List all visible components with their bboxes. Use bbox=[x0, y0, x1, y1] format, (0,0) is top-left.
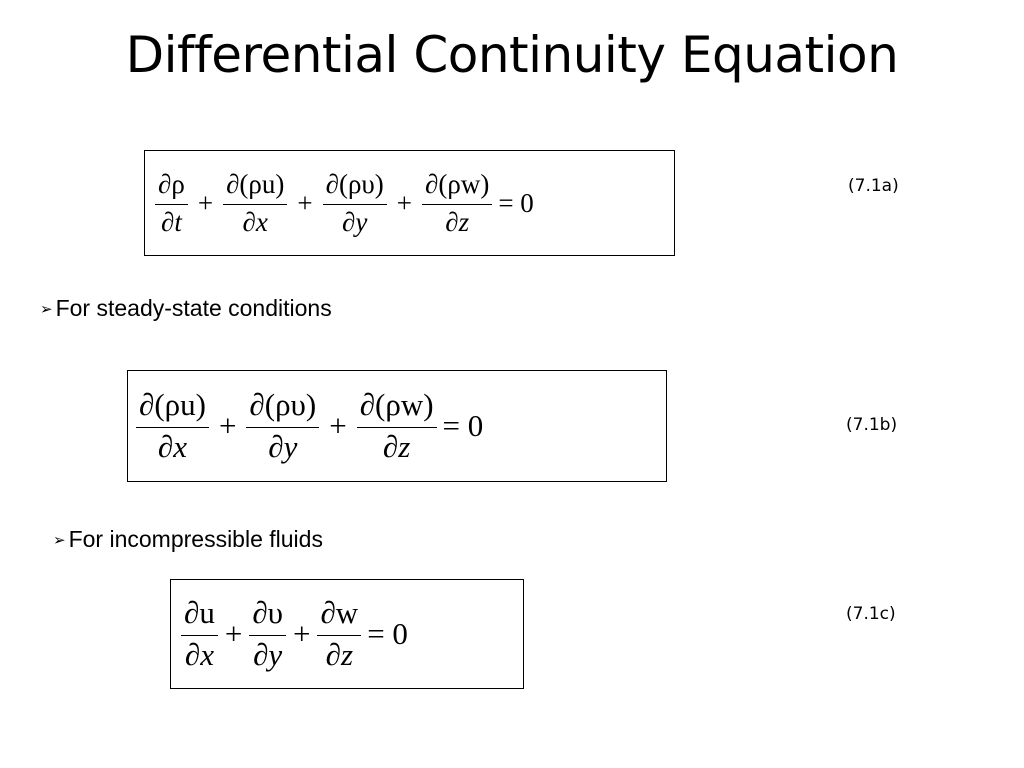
fraction-denominator: ∂z bbox=[325, 636, 354, 672]
fraction-bar bbox=[155, 204, 188, 205]
plus-operator: + bbox=[329, 408, 347, 443]
fraction-numerator: ∂(ρw) bbox=[359, 386, 434, 422]
equals-zero: = 0 bbox=[367, 616, 408, 651]
fraction-term bbox=[323, 170, 387, 236]
plus-operator: + bbox=[218, 408, 237, 443]
equation-7-1a bbox=[155, 170, 544, 236]
equals-zero: = 0 bbox=[498, 187, 534, 218]
fraction-bar bbox=[249, 635, 286, 636]
fraction-bar bbox=[136, 427, 209, 428]
fraction-numerator: ∂w bbox=[320, 594, 359, 630]
fraction-denominator: ∂z bbox=[445, 206, 470, 237]
fraction-term bbox=[246, 386, 319, 464]
condition-label: For incompressible fluids bbox=[68, 526, 323, 552]
arrow-bullet-icon: ➢ bbox=[53, 531, 66, 549]
condition-label: For steady-state conditions bbox=[55, 295, 332, 321]
fraction-numerator: ∂(ρu) bbox=[139, 386, 206, 422]
fraction-numerator: ∂(ρw) bbox=[425, 169, 490, 200]
fraction-numerator: ∂(ρu) bbox=[226, 169, 285, 200]
fraction-bar bbox=[223, 204, 287, 205]
fraction-bar bbox=[181, 635, 218, 636]
fraction-bar bbox=[422, 204, 492, 205]
fraction-denominator: ∂y bbox=[342, 206, 368, 237]
plus-operator: + bbox=[292, 616, 311, 651]
fraction-bar bbox=[323, 204, 387, 205]
plus-operator: + bbox=[396, 187, 413, 218]
fraction-term bbox=[317, 594, 361, 672]
equation-number-7-1c: (7.1c) bbox=[846, 604, 896, 624]
fraction-term bbox=[249, 594, 286, 672]
plus-operator: + bbox=[297, 187, 313, 218]
fraction-denominator: ∂y bbox=[253, 636, 283, 672]
fraction-numerator: ∂ρ bbox=[158, 169, 185, 200]
fraction-bar bbox=[357, 427, 437, 428]
equation-7-1b-box bbox=[127, 370, 667, 482]
fraction-numerator: ∂u bbox=[184, 594, 215, 630]
fraction-term bbox=[422, 170, 492, 236]
fraction-numerator: ∂(ρυ) bbox=[325, 169, 384, 200]
equation-number-7-1a: (7.1a) bbox=[848, 176, 899, 196]
fraction-denominator: ∂y bbox=[268, 428, 298, 464]
equation-number-7-1b: (7.1b) bbox=[846, 415, 898, 435]
equation-7-1c bbox=[181, 594, 418, 672]
plus-operator: + bbox=[224, 616, 243, 651]
equation-7-1b bbox=[136, 386, 493, 464]
equals-zero: = 0 bbox=[442, 408, 484, 443]
fraction-denominator: ∂x bbox=[184, 636, 214, 672]
page-title: Differential Continuity Equation bbox=[125, 26, 899, 84]
fraction-term bbox=[155, 170, 188, 236]
fraction-bar bbox=[317, 635, 361, 636]
fraction-denominator: ∂t bbox=[160, 206, 182, 237]
fraction-numerator: ∂(ρυ) bbox=[249, 386, 317, 422]
fraction-term bbox=[136, 386, 209, 464]
fraction-term bbox=[223, 170, 287, 236]
fraction-denominator: ∂z bbox=[382, 428, 411, 464]
fraction-denominator: ∂x bbox=[157, 428, 187, 464]
fraction-term bbox=[181, 594, 218, 672]
equation-7-1c-box bbox=[170, 579, 524, 689]
fraction-denominator: ∂x bbox=[242, 206, 268, 237]
fraction-numerator: ∂υ bbox=[252, 594, 283, 630]
plus-operator: + bbox=[197, 187, 214, 218]
arrow-bullet-icon: ➢ bbox=[40, 300, 53, 318]
fraction-term bbox=[357, 386, 437, 464]
condition-steady-state bbox=[40, 295, 332, 322]
condition-incompressible bbox=[53, 526, 323, 553]
equation-7-1a-box bbox=[144, 150, 675, 256]
fraction-bar bbox=[246, 427, 319, 428]
